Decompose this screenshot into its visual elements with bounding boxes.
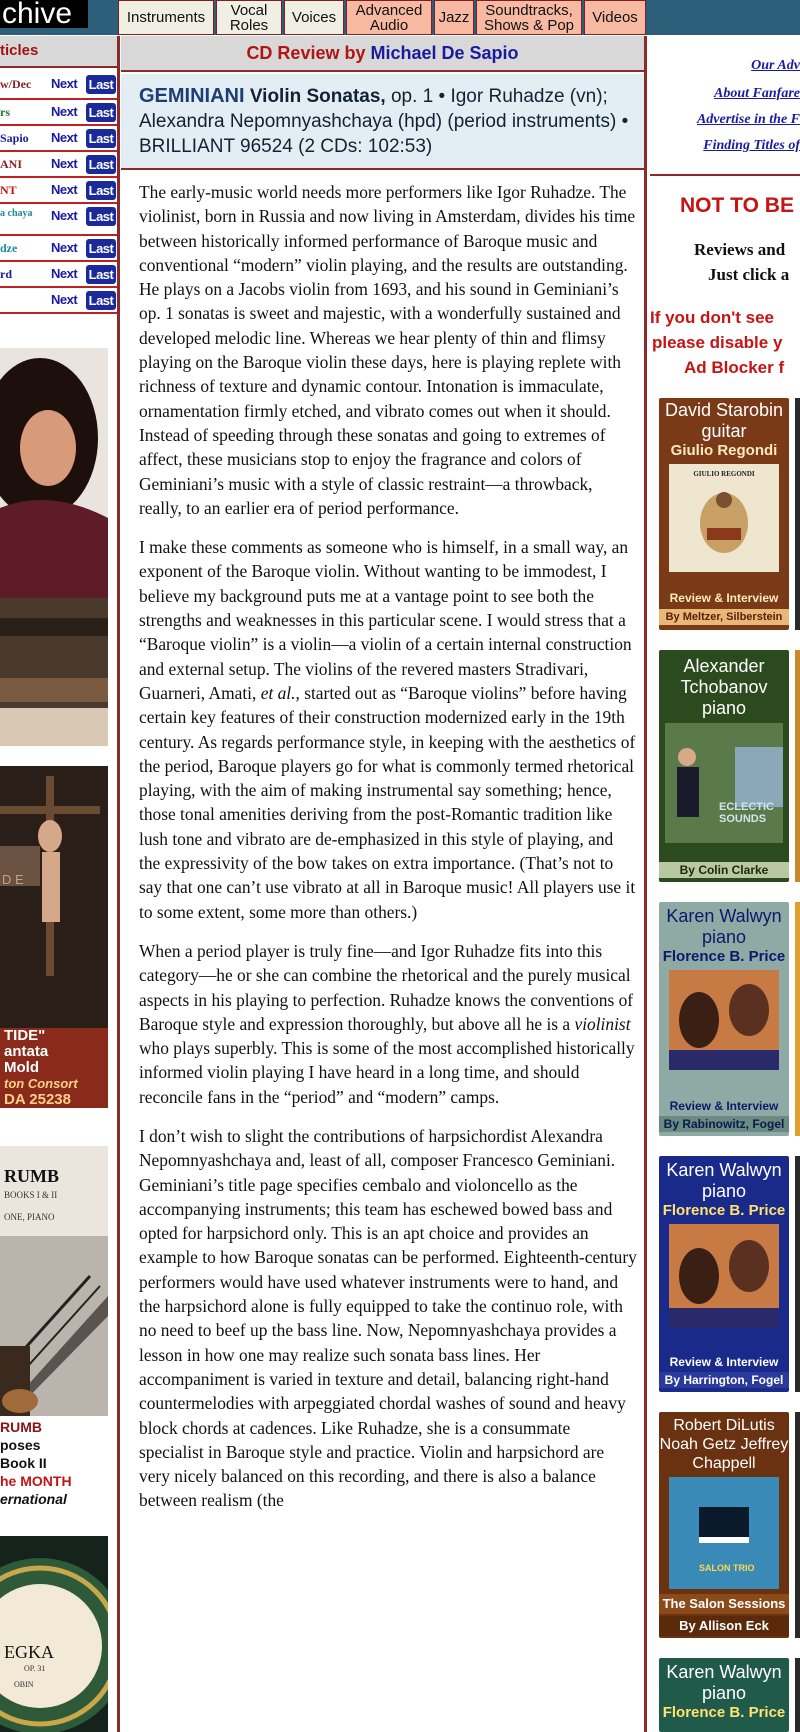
last-button[interactable]: Last xyxy=(86,291,116,310)
article-list-item[interactable] xyxy=(0,126,117,152)
card-footer-2: By Harrington, Fogel xyxy=(659,1372,789,1388)
finding-titles-link[interactable]: Finding Titles of xyxy=(703,138,800,153)
review-paragraph-1: The early-music world needs more performers like Igor Ruhadze. The violinist, born in Russia and now living in Amsterdam, divides his time between historically informed performance of Baroque music and conventional “modern” violin playing, and the results are outstanding. He plays on a Jacobs violin from 1693, and his sound in Geminiani’s op. 1 sonatas is sweet and majestic, with a wonderfully sustained and developed melodic line. Whereas we hear plenty of thin and flimsy playing on the Baroque violin these days, here is playing replete with richness of texture and dynamic contour. Intonation is immaculate, ornamentation firmly etched, and vibrato comes out when it should. Instead of speeding through these sonatas and going to extremes of affect, these musicians stop to enjoy the fragrance and colors of Geminiani’s music with a style of classic restraint—a throwback, really, to an earlier era of period performance. xyxy=(139,182,636,518)
card-footer-1: The Salon Sessions xyxy=(659,1594,789,1614)
work-title: Violin Sonatas, xyxy=(249,86,386,107)
card-footer-2: By Meltzer, Silberstein xyxy=(659,609,789,625)
last-button[interactable]: Last xyxy=(86,129,116,148)
composer-name: GEMINIANI xyxy=(139,85,245,107)
card-footer-2: By Rabinowitz, Fogel xyxy=(659,1116,789,1132)
card-footer-1: Review & Interview xyxy=(669,1355,779,1369)
right-sidebar xyxy=(650,36,800,1732)
next-link[interactable]: Next xyxy=(51,182,78,197)
card-title: Alexander Tchobanov piano xyxy=(680,656,768,718)
article-list-item[interactable] xyxy=(0,178,117,204)
left-ad-crumb[interactable] xyxy=(0,1146,108,1528)
right-edge-ad-peek-2 xyxy=(795,650,800,882)
album-cover: SALON TRIO xyxy=(669,1477,779,1589)
article-list-item-name[interactable]: Sapio xyxy=(0,131,29,145)
reviewer-name-link[interactable]: Michael De Sapio xyxy=(370,43,519,63)
about-fanfare-link[interactable]: About Fanfare xyxy=(714,86,800,101)
article-list-item-name[interactable]: a chaya xyxy=(0,208,33,219)
review-label: CD Review by xyxy=(246,43,366,63)
article-list-item[interactable] xyxy=(0,100,117,126)
review-header xyxy=(121,36,644,72)
card-subtitle: Florence B. Price xyxy=(662,1202,786,1219)
ornament-text: EGKA xyxy=(4,1642,54,1662)
left-ad-portrait[interactable] xyxy=(0,348,108,746)
not-to-be-missed-heading: NOT TO BE xyxy=(680,194,794,217)
article-list-item-name[interactable]: w/Dec xyxy=(0,77,32,91)
article-list-item[interactable] xyxy=(0,72,117,100)
ad-card-tchobanov[interactable] xyxy=(659,650,789,882)
crumb-cover: RUMB BOOKS I & II ONE, PIANO xyxy=(0,1146,108,1416)
last-button[interactable]: Last xyxy=(86,265,116,284)
next-link[interactable]: Next xyxy=(51,266,78,281)
top-nav-bar xyxy=(0,0,800,35)
right-edge-ad-peek-5 xyxy=(795,1412,800,1638)
ad-card-walwyn-2[interactable] xyxy=(659,1156,789,1392)
right-edge-ad-peek-3 xyxy=(795,902,800,1136)
card-footer-1: Review & Interview xyxy=(669,1099,779,1113)
portrait-painting xyxy=(669,1224,779,1328)
card-subtitle: Florence B. Price xyxy=(662,1704,786,1721)
review-body xyxy=(139,180,637,1528)
left-ad-circle[interactable] xyxy=(0,1536,108,1732)
ornament-opus: OP. 31 xyxy=(24,1664,46,1673)
adblock-note-line2: please disable y xyxy=(652,333,783,352)
cantata-caption: TIDE" antata Mold ton Consort DA 25238 xyxy=(0,1028,108,1108)
last-button[interactable]: Last xyxy=(86,103,116,122)
last-button[interactable]: Last xyxy=(86,155,116,174)
card-title: Karen Walwyn piano xyxy=(666,1662,782,1703)
ad-card-walwyn-3[interactable] xyxy=(659,1658,789,1732)
card-title: Karen Walwyn piano xyxy=(666,1160,782,1201)
right-edge-ad-peek-4 xyxy=(795,1156,800,1392)
portrait-painting xyxy=(669,970,779,1070)
portrait-image xyxy=(0,348,108,746)
nav-tab-instruments[interactable]: Instruments xyxy=(118,0,214,35)
crucifix-image xyxy=(0,766,108,1028)
ad-card-salon-sessions[interactable] xyxy=(659,1412,789,1638)
next-link[interactable]: Next xyxy=(51,208,78,223)
review-column xyxy=(121,36,647,1732)
nav-tab-advanced-audio[interactable]: Advanced Audio xyxy=(346,0,432,35)
next-link[interactable]: Next xyxy=(51,292,78,307)
advertise-link[interactable]: Advertise in the F xyxy=(696,112,800,127)
next-link[interactable]: Next xyxy=(51,76,78,91)
card-subtitle: Giulio Regondi xyxy=(670,442,778,459)
left-sidebar xyxy=(0,36,120,1732)
nav-tab-voices[interactable]: Voices xyxy=(284,0,344,35)
site-logo[interactable]: chive xyxy=(0,0,88,28)
ornament-image xyxy=(0,1536,108,1732)
last-button[interactable]: Last xyxy=(86,181,116,200)
right-edge-ad-peek-6 xyxy=(795,1658,800,1732)
article-list-item[interactable] xyxy=(0,262,117,288)
article-list-item-name[interactable]: rs xyxy=(0,105,10,119)
right-divider xyxy=(650,174,800,176)
review-title-box xyxy=(121,74,644,170)
album-cover: ECLECTIC SOUNDS xyxy=(665,723,783,843)
article-list-item[interactable] xyxy=(0,204,117,236)
nav-tab-soundtracks[interactable]: Soundtracks, Shows & Pop xyxy=(476,0,582,35)
album-cover: GIULIO REGONDI xyxy=(669,464,779,572)
next-link[interactable]: Next xyxy=(51,156,78,171)
card-footer-1: By Colin Clarke xyxy=(659,862,789,878)
article-list-item[interactable] xyxy=(0,152,117,178)
article-list-item-name[interactable]: rd xyxy=(0,267,12,281)
our-advertisers-link[interactable]: Our Adv xyxy=(751,58,800,73)
guitarist-illustration xyxy=(669,478,779,568)
articles-header: ticles xyxy=(0,36,117,68)
card-subtitle: Florence B. Price xyxy=(662,948,786,965)
crumb-caption: RUMB poses Book II he MONTH ernational xyxy=(0,1419,72,1507)
nav-tab-videos[interactable]: Videos xyxy=(584,0,646,35)
pianist-photo xyxy=(665,723,783,843)
card-footer-1: Review & Interview xyxy=(669,591,779,605)
article-list-item[interactable] xyxy=(0,288,117,314)
adblock-note-line1: If you don't see xyxy=(650,308,774,327)
nav-tab-jazz[interactable]: Jazz xyxy=(434,0,474,35)
ad-card-starobin[interactable] xyxy=(659,398,789,630)
article-list-item-name[interactable]: ANI xyxy=(0,157,23,171)
last-button[interactable]: Last xyxy=(86,239,116,258)
next-link[interactable]: Next xyxy=(51,104,78,119)
ad-card-walwyn-1[interactable] xyxy=(659,902,789,1136)
next-link[interactable]: Next xyxy=(51,130,78,145)
svg-text:D E: D E xyxy=(2,872,24,887)
card-title: David Starobin guitar xyxy=(664,400,784,441)
staircase-image xyxy=(0,1236,108,1416)
reviews-note-line1: Reviews and xyxy=(694,240,786,259)
left-ad-cantata[interactable] xyxy=(0,766,108,1108)
last-button[interactable]: Last xyxy=(86,75,116,94)
review-paragraph-4: I don’t wish to slight the contributions of harpsichordist Alexandra Nepomnyashchaya and, least of all, composer Francesco Geminiani. Geminiani’s title page specifies cembalo and violoncello as the accompanying instruments; this team has eschewed bowed bass and opted for harpsichord only. This is an apt choice and provides an example to how Baroque sonatas can be performed. Eighteenth-century performers would have used whatever instruments were to hand, and the harpsichord alone is fully equipped to take the continuo role, with no need to beef up the bass line. Now, Nepomnyashchaya provides a lesson in how one may realize such sonata bass lines. Her accompaniment is varied in texture and detail, balancing right-hand countermelodies with arpeggiated chordal washes of sound and heavy block chords at cadences. Like Ruhadze, she is a consummate specialist in Baroque style and practice. Violin and harpsichord are very nicely balanced on this recording, and there is also a balance between realism (the xyxy=(139,1125,637,1511)
card-footer-2: By Allison Eck xyxy=(659,1616,789,1636)
article-list-item-name[interactable]: dze xyxy=(0,241,18,255)
article-list-item-name[interactable]: NT xyxy=(0,183,17,197)
ornament-name: OBIN xyxy=(14,1680,34,1689)
next-link[interactable]: Next xyxy=(51,240,78,255)
article-list-item[interactable] xyxy=(0,236,117,262)
reviews-note-line2: Just click a xyxy=(708,265,790,284)
review-paragraph-2: I make these comments as someone who is himself, in a small way, an exponent of the Baroque violin. Without wanting to be immodest, I believe my background puts me at a vantage point to see both the strengths and weaknesses in this particular scene. I would stress that a “Baroque violin” is a violin—a violin of a certain internal construction and external setup. The violins of the revered masters Stradivari, Guarneri, Amati, et al., started out as “Baroque violins” before having certain key features of their construction modernized early in the 19th century. As regards performance style, in keeping with the aesthetics of the period, Baroque players go for what is commonly termed rhetorical playing, with the aim of making instrumental say something; hence, those tonal amenities deriving from the post-Romantic tradition like lush tone and vibrato are de-emphasized in this style of playing, and the expressivity of the bow takes on extra importance. (That’s not to say that one can’t use vibrato at all in Baroque music! All players use it to some extent, some more than others.) xyxy=(139,537,636,922)
album-cover xyxy=(669,1224,779,1328)
adblock-note-line3: Ad Blocker f xyxy=(684,358,785,377)
recording-details: op. 1 • Igor Ruhadze (vn); Alexandra Nepomnyashchaya (hpd) (period instruments) • BRILLIANT 96524 (2 CDs: 102:53) xyxy=(139,86,629,157)
album-cover xyxy=(669,970,779,1070)
card-title: Robert DiLutis Noah Getz Jeffrey Chappell xyxy=(659,1417,789,1472)
nav-tab-vocal-roles[interactable]: Vocal Roles xyxy=(216,0,282,35)
card-title: Karen Walwyn piano xyxy=(666,906,782,947)
right-edge-ad-peek-1 xyxy=(795,398,800,630)
last-button[interactable]: Last xyxy=(86,207,116,226)
review-paragraph-3: When a period player is truly fine—and Igor Ruhadze fits into this category—he or she can combine the rhetorical and the purely musical aspects in his playing to perfection. Ruhadze knows the conventions of Baroque style and expression thoroughly, but above all he is a violinist who plays superbly. This is some of the most accomplished historically informed violin playing I have heard in a long time, and should reconcile fans in the “period” and “modern” camps. xyxy=(139,940,635,1107)
